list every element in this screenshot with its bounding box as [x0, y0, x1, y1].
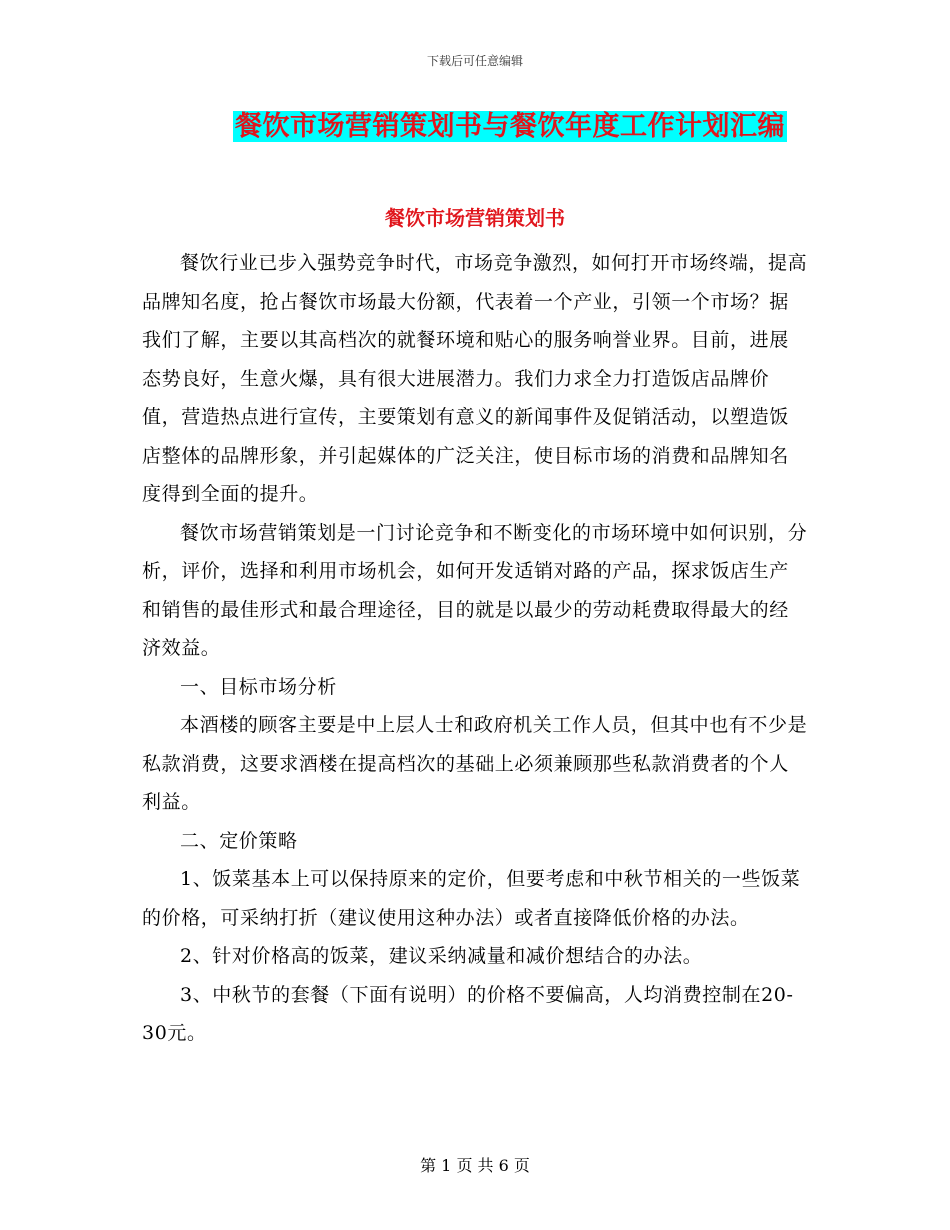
document-title: [233, 108, 787, 146]
paragraph-pricing-2: 2、针对价格高的饭菜，建议采纳减量和减价想结合的办法。: [180, 945, 703, 967]
heading-target-market: 一、目标市场分析: [180, 675, 337, 698]
page-header: 下载后可任意编辑: [426, 54, 523, 68]
paragraph-definition: 餐饮市场营销策划是一门讨论竞争和不断变化的市场环境中如何识别，分析，评价，选择和利用市场机会，如何开发适销对路的产品，探求饭店生产和销售的最佳形式和最合理途径，目的就是以最少的劳动耗费取得最大的经济效益。: [142, 521, 808, 659]
heading-pricing-strategy: 二、定价策略: [180, 829, 298, 852]
document-title-highlight: 餐饮市场营销策划书与餐饮年度工作计划汇编: [235, 111, 785, 142]
paragraph-pricing-3: 3、中秋节的套餐（下面有说明）的价格不要偏高，人均消费控制在20-30元。: [142, 983, 794, 1044]
paragraph-intro: 餐饮行业已步入强势竞争时代，市场竞争激烈，如何打开市场终端，提高品牌知名度，抢占餐饮市场最大份额，代表着一个产业，引领一个市场？据我们了解，主要以其高档次的就餐环境和贴心的服务响誉业界。目前，进展态势良好，生意火爆，具有很大进展潜力。我们力求全力打造饭店品牌价值，营造热点进行宣传，主要策划有意义的新闻事件及促销活动，以塑造饭店整体的品牌形象，并引起媒体的广泛关注，使目标市场的消费和品牌知名度得到全面的提升。: [142, 252, 808, 505]
paragraph-pricing-1: 1、饭菜基本上可以保持原来的定价，但要考虑和中秋节相关的一些饭菜的价格，可采纳打折（建议使用这种办法）或者直接降低价格的办法。: [142, 868, 801, 929]
section-title: 餐饮市场营销策划书: [385, 206, 565, 230]
page-footer: 第 1 页 共 6 页: [420, 1156, 530, 1175]
document-body: [142, 244, 808, 1053]
paragraph-target-market: 本酒楼的顾客主要是中上层人士和政府机关工作人员，但其中也有不少是私款消费，这要求酒楼在提高档次的基础上必须兼顾那些私款消费者的个人利益。: [142, 714, 808, 813]
